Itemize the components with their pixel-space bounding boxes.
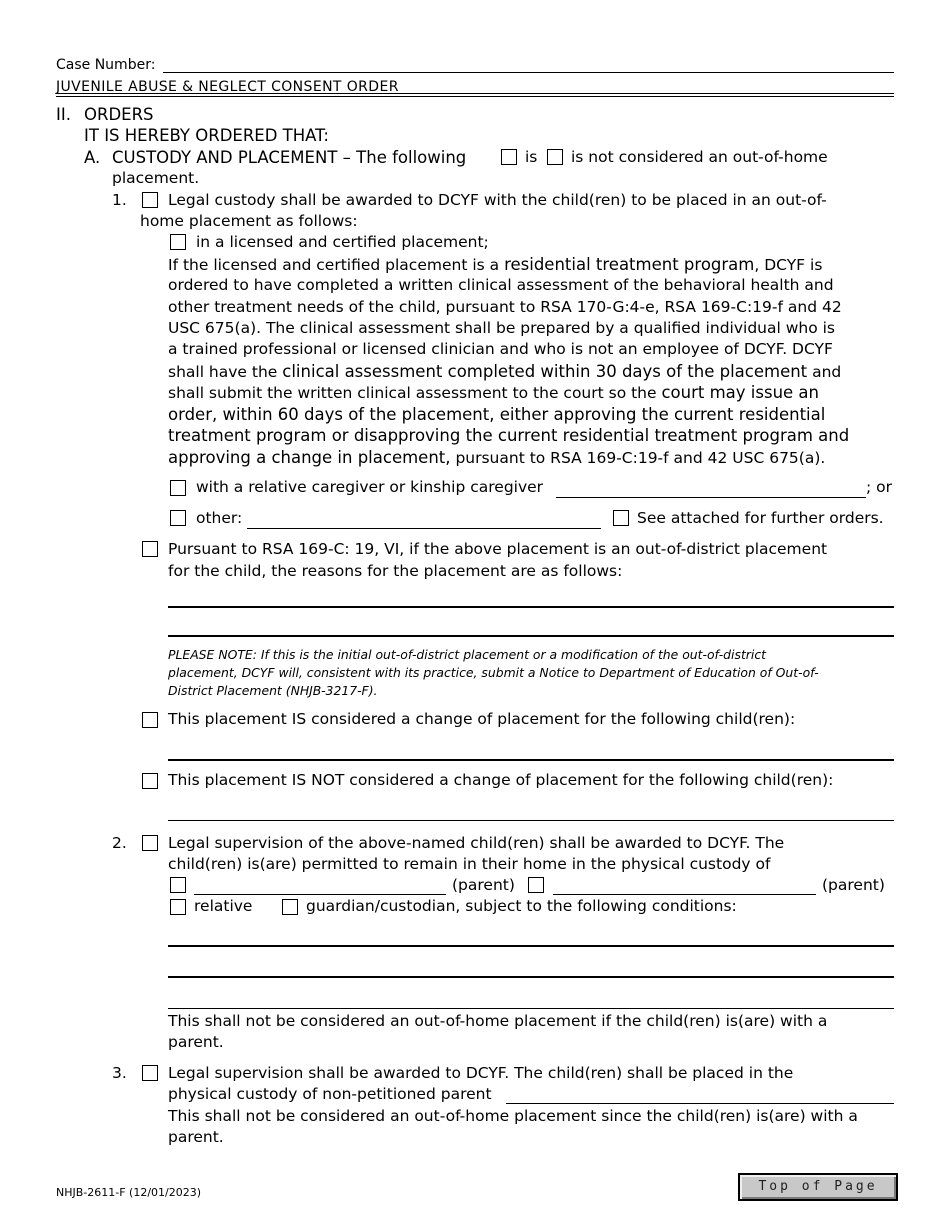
is-label: is	[525, 148, 538, 166]
rtp-p7a: shall submit the written clinical assessment to the court so the	[168, 384, 657, 402]
relative-caregiver-field[interactable]	[556, 497, 866, 498]
or-label: ; or	[866, 478, 893, 496]
rtp-paragraph-line5: a trained professional or licensed clinician and who is not an employee of DCYF. DCYF	[168, 340, 833, 358]
non-petitioned-parent-checkbox[interactable]	[142, 1065, 158, 1081]
rtp-p1-end: , DCYF is	[754, 256, 823, 274]
custody-letter: A.	[84, 148, 101, 167]
case-number-label: Case Number:	[56, 57, 156, 73]
legal-supervision-checkbox[interactable]	[142, 835, 158, 851]
ood-line1: Pursuant to RSA 169-C: 19, VI, if the above placement is an out-of-district placement	[168, 540, 828, 558]
section-intro: IT IS HEREBY ORDERED THAT:	[84, 126, 329, 145]
parent2-field[interactable]	[553, 894, 816, 895]
is-not-checkbox[interactable]	[547, 149, 563, 165]
custody-heading	[112, 147, 466, 169]
change-is-not-checkbox[interactable]	[142, 773, 158, 789]
rtp-p10-emph: approving a change in placement,	[168, 448, 451, 467]
item2-line1: Legal supervision of the above-named child(ren) shall be awarded to DCYF. The	[168, 834, 785, 852]
other-field[interactable]	[247, 528, 601, 529]
is-not-label: is not considered an out-of-home	[571, 148, 828, 166]
rtp-p10-end: pursuant to RSA 169-C:19-f and 42 USC 675(a).	[455, 449, 826, 467]
custody-heading-text: CUSTODY AND PLACEMENT	[112, 148, 338, 167]
rtp-paragraph-line2: ordered to have completed a written clinical assessment of the behavioral health and	[168, 276, 834, 294]
see-attached-checkbox[interactable]	[613, 510, 629, 526]
change-is-field[interactable]	[168, 759, 894, 761]
rtp-paragraph-line7	[168, 382, 819, 405]
item2-number: 2.	[112, 834, 127, 852]
parent1-checkbox[interactable]	[170, 877, 186, 893]
placement-word: placement.	[112, 169, 200, 187]
rtp-p6b: and	[812, 363, 842, 381]
item3-note-line2: parent.	[168, 1128, 224, 1146]
rtp-p6-emph: clinical assessment completed within 30 days of the placement	[282, 362, 808, 381]
conditions-line-1[interactable]	[168, 945, 894, 947]
relative-label: relative	[194, 897, 253, 915]
rtp-paragraph-line9: treatment program or disapproving the current residential treatment program and	[168, 426, 850, 445]
rtp-p7-emph: court may issue an	[661, 383, 819, 402]
other-checkbox[interactable]	[170, 510, 186, 526]
is-checkbox[interactable]	[501, 149, 517, 165]
item3-line1: Legal supervision shall be awarded to DCYF. The child(ren) shall be placed in the	[168, 1064, 794, 1082]
change-is-checkbox[interactable]	[142, 712, 158, 728]
rtp-p6a: shall have the	[168, 363, 278, 381]
item2-line2: child(ren) is(are) permitted to remain in their home in the physical custody of	[168, 855, 771, 873]
form-id: NHJB-2611-F (12/01/2023)	[56, 1186, 202, 1199]
change-is-not-label: This placement IS NOT considered a change of placement for the following child(ren):	[168, 771, 834, 789]
case-number-field[interactable]	[163, 72, 894, 73]
rtp-p1-emph: residential treatment program	[504, 255, 755, 274]
guardian-checkbox[interactable]	[282, 899, 298, 915]
non-petitioned-parent-field[interactable]	[506, 1103, 894, 1104]
please-note-line3: District Placement (NHJB-3217-F).	[168, 683, 378, 698]
title-underline-2	[56, 96, 894, 97]
title-underline	[56, 93, 894, 94]
section-number: II.	[56, 105, 71, 124]
legal-custody-checkbox[interactable]	[142, 192, 158, 208]
item1-number: 1.	[112, 191, 127, 209]
out-of-district-checkbox[interactable]	[142, 541, 158, 557]
item2-note-line1: This shall not be considered an out-of-home placement if the child(ren) is(are) with a	[168, 1012, 828, 1030]
please-note-line1: PLEASE NOTE: If this is the initial out-of-district placement or a modification of the out-of-district	[168, 647, 767, 662]
top-of-page-button[interactable]: Top of Page	[738, 1173, 898, 1201]
rtp-p1: If the licensed and certified placement is a	[168, 256, 500, 274]
ood-reason-line-1[interactable]	[168, 606, 894, 608]
item3-note-line1: This shall not be considered an out-of-home placement since the child(ren) is(are) with a	[168, 1107, 858, 1125]
relative-caregiver-label: with a relative caregiver or kinship caregiver	[196, 478, 544, 496]
form-title: JUVENILE ABUSE & NEGLECT CONSENT ORDER	[56, 79, 399, 95]
guardian-label: guardian/custodian, subject to the following conditions:	[306, 897, 737, 915]
rtp-paragraph-line3: other treatment needs of the child, pursuant to RSA 170-G:4-e, RSA 169-C:19-f and 42	[168, 298, 842, 316]
see-attached-label: See attached for further orders.	[637, 509, 884, 527]
item3-line2: physical custody of non-petitioned parent	[168, 1085, 492, 1103]
change-is-label: This placement IS considered a change of placement for the following child(ren):	[168, 710, 796, 728]
conditions-line-2[interactable]	[168, 976, 894, 978]
section-title: ORDERS	[84, 105, 154, 124]
relative-checkbox[interactable]	[170, 899, 186, 915]
relative-caregiver-checkbox[interactable]	[170, 480, 186, 496]
item1-line2: home placement as follows:	[140, 212, 358, 230]
item1-line1: Legal custody shall be awarded to DCYF with the child(ren) to be placed in an out-of-	[168, 191, 827, 209]
rtp-paragraph-line4: USC 675(a). The clinical assessment shall be prepared by a qualified individual who is	[168, 319, 835, 337]
custody-lead: – The following	[342, 148, 467, 167]
parent2-label: (parent)	[822, 876, 885, 894]
change-is-not-field[interactable]	[168, 820, 894, 821]
please-note-line2: placement, DCYF will, consistent with its practice, submit a Notice to Department of Education of Out-of-	[168, 665, 819, 680]
rtp-paragraph-line10	[168, 447, 825, 470]
parent2-checkbox[interactable]	[528, 877, 544, 893]
item2-note-line2: parent.	[168, 1033, 224, 1051]
parent1-field[interactable]	[194, 894, 446, 895]
item3-number: 3.	[112, 1064, 127, 1082]
licensed-placement-label: in a licensed and certified placement;	[196, 233, 489, 251]
parent1-label: (parent)	[452, 876, 515, 894]
ood-line2: for the child, the reasons for the placement are as follows:	[168, 562, 623, 580]
licensed-placement-checkbox[interactable]	[170, 234, 186, 250]
rtp-paragraph-line6	[168, 361, 841, 384]
ood-reason-line-2[interactable]	[168, 635, 894, 637]
rtp-paragraph-line1	[168, 254, 822, 277]
rtp-paragraph-line8: order, within 60 days of the placement, either approving the current residential	[168, 405, 826, 424]
conditions-line-3[interactable]	[168, 1008, 894, 1009]
other-label: other:	[196, 509, 243, 527]
